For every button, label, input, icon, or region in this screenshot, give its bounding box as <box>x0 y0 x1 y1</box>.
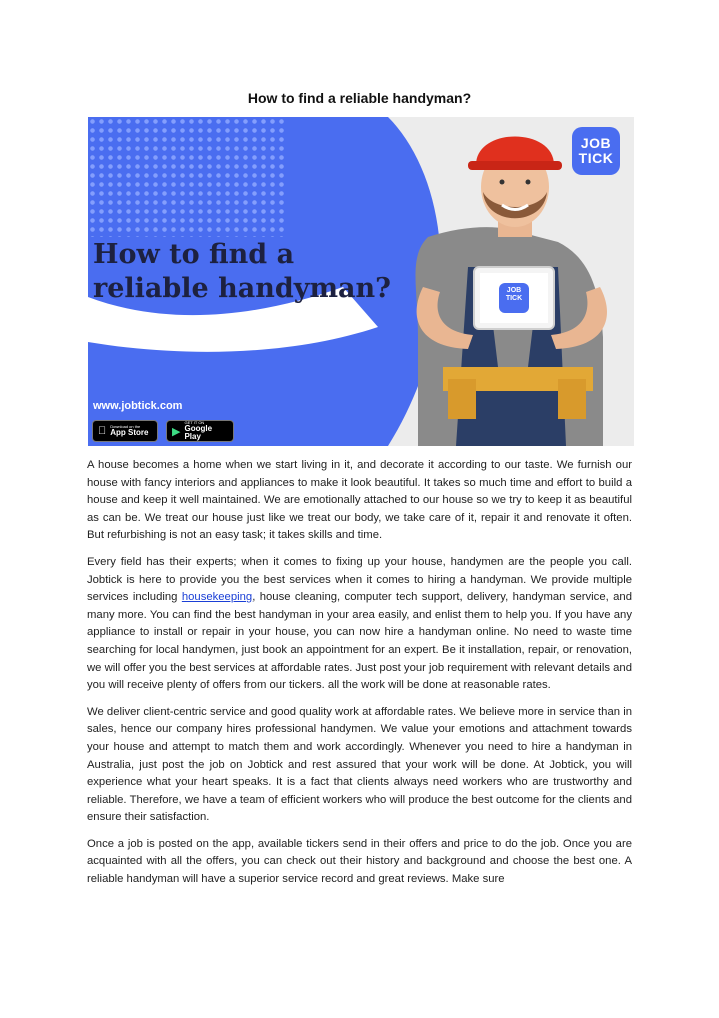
paragraph-2-end: , house cleaning, computer tech support, delivery, handyman service, and many more. You can find the best handyman in your area easily, and enlist them to help you. If you have any appliance to install or repair in your house, you can now hire a handyman online. No need to waste time searching for local handymen, just book an appointment for an expert. Be it installation, repair, or renovation, we will offer you the best services at affordable rates. Just post your job requirement with relevant details and you will receive plenty of offers from our tickers. all the work will be done at reasonable rates. <box>87 591 632 692</box>
logo-text-job: JOB <box>580 135 612 151</box>
logo-text-tick: TICK <box>578 150 614 166</box>
housekeeping-link[interactable]: housekeeping <box>181 591 253 604</box>
paragraph-2-start: Every field has their experts; when it comes to fixing up your house, handymen are the people you call. Jobtick is here to provide you the best services when it comes to hiring a handyman. We provide multiple services including <box>87 555 632 604</box>
app-store-label: App Store <box>102 428 141 437</box>
tablet-logo-text-1: JOB <box>506 287 522 294</box>
paragraph-4: Once a job is posted on the app, available tickers send in their offers and price to do the job. Once you are acquainted with all the offers, you can check out their history and background and choose the best one. A reliable handyman will have a superior service record and great reviews. Make sure <box>87 837 632 886</box>
apple-icon <box>98 425 106 437</box>
app-store-button[interactable] <box>92 420 158 442</box>
paragraph-1: A house becomes a home when we start living in it, and decorate it according to our taste. We furnish our house with fancy interiors and appliances to make it look beautiful. It takes so much time and effort to build a house and keep it well maintained. We are emotionally attached to our house so we try to keep it as beautiful as can be. We treat our house just like we treat our body, we take care of it, repair it and renovate it often. But refurbishing is not an easy task; it takes skills and time. <box>87 459 632 542</box>
paragraph-2 <box>87 554 632 695</box>
app-store-small-text: Download on the <box>102 424 133 429</box>
google-play-small-text: GET IT ON <box>184 420 205 425</box>
play-icon: ▶ <box>172 425 181 438</box>
hero-banner <box>88 117 634 446</box>
tablet-logo-text-2: TICK <box>505 295 523 302</box>
banner-headline-line2: reliable handyman? <box>93 273 391 304</box>
banner-website: www.jobtick.com <box>93 400 183 412</box>
google-play-label: Google Play <box>184 424 213 441</box>
banner-headline-line1: How to find a <box>93 239 295 270</box>
article-body <box>87 457 632 898</box>
google-play-button[interactable] <box>166 420 234 442</box>
page-title: How to find a reliable handyman? <box>247 90 472 106</box>
jobtick-logo <box>572 127 620 175</box>
paragraph-3: We deliver client-centric service and good quality work at affordable rates. We believe more in service than in sales, hence our company hires professional handymen. We value your emotions and attachment towards your house and attempt to match them and work accordingly. Whenever you need to hire a handyman in Australia, just post the job on Jobtick and rest assured that your work will be done. At Jobtick, you will experience what your heart speaks. It is a fact that clients always need workers who are trustworthy and reliable. Therefore, we have a team of efficient workers who will produce the best outcome for the clients and ensure their satisfaction. <box>87 705 632 824</box>
